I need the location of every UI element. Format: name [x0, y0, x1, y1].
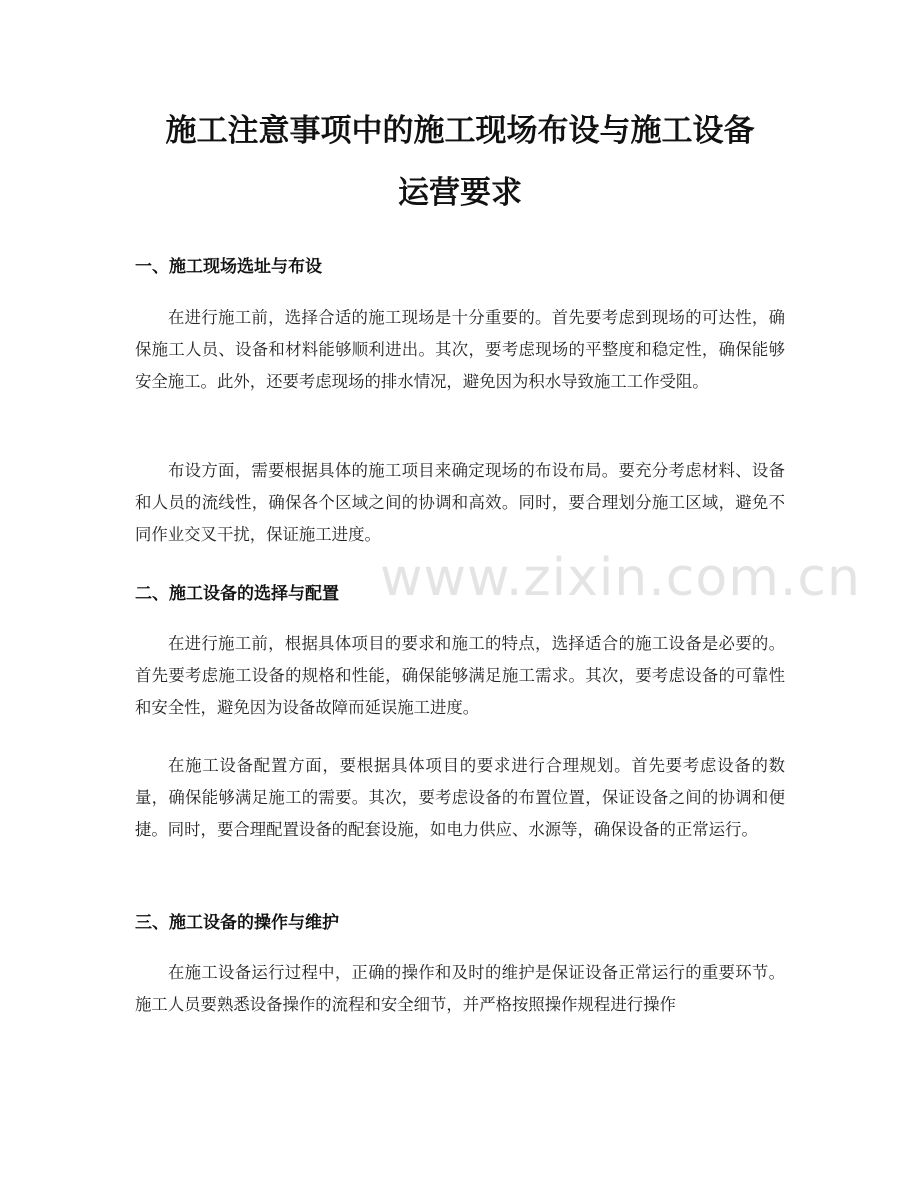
watermark: www.zixin.com.cn: [380, 548, 861, 608]
section-2-paragraph-2: 在施工设备配置方面，要根据具体项目的要求进行合理规划。首先要考虑设备的数量，确保能够满足施工的需要。其次，要考虑设备的布置位置，保证设备之间的协调和便捷。同时，要合理配置设备的配套设施，如电力供应、水源等，确保设备的正常运行。: [135, 756, 785, 839]
section-3-paragraph-1: 在施工设备运行过程中，正确的操作和及时的维护是保证设备正常运行的重要环节。施工人员要熟悉设备操作的流程和安全细节，并严格按照操作规程进行操作: [135, 963, 785, 1014]
section-1-paragraph-1: 在进行施工前，选择合适的施工现场是十分重要的。首先要考虑到现场的可达性，确保施工人员、设备和材料能够顺利进出。其次，要考虑现场的平整度和稳定性，确保能够安全施工。此外，还要考虑现场的排水情况，避免因为积水导致施工工作受阻。: [135, 308, 785, 391]
section-2-paragraph-1: 在进行施工前，根据具体项目的要求和施工的特点，选择适合的施工设备是必要的。首先要考虑施工设备的规格和性能，确保能够满足施工需求。其次，要考虑设备的可靠性和安全性，避免因为设备故障而延误施工进度。: [135, 634, 785, 717]
document-title-line-1: 施工注意事项中的施工现场布设与施工设备: [165, 113, 755, 149]
section-2-heading: 二、施工设备的选择与配置: [135, 584, 339, 604]
section-1-paragraph-2: 布设方面，需要根据具体的施工项目来确定现场的布设布局。要充分考虑材料、设备和人员的流线性，确保各个区域之间的协调和高效。同时，要合理划分施工区域，避免不同作业交叉干扰，保证施工进度。: [135, 461, 785, 544]
document-title-line-2: 运营要求: [398, 175, 522, 211]
section-1-heading: 一、施工现场选址与布设: [135, 257, 322, 277]
section-3-heading: 三、施工设备的操作与维护: [135, 913, 339, 933]
